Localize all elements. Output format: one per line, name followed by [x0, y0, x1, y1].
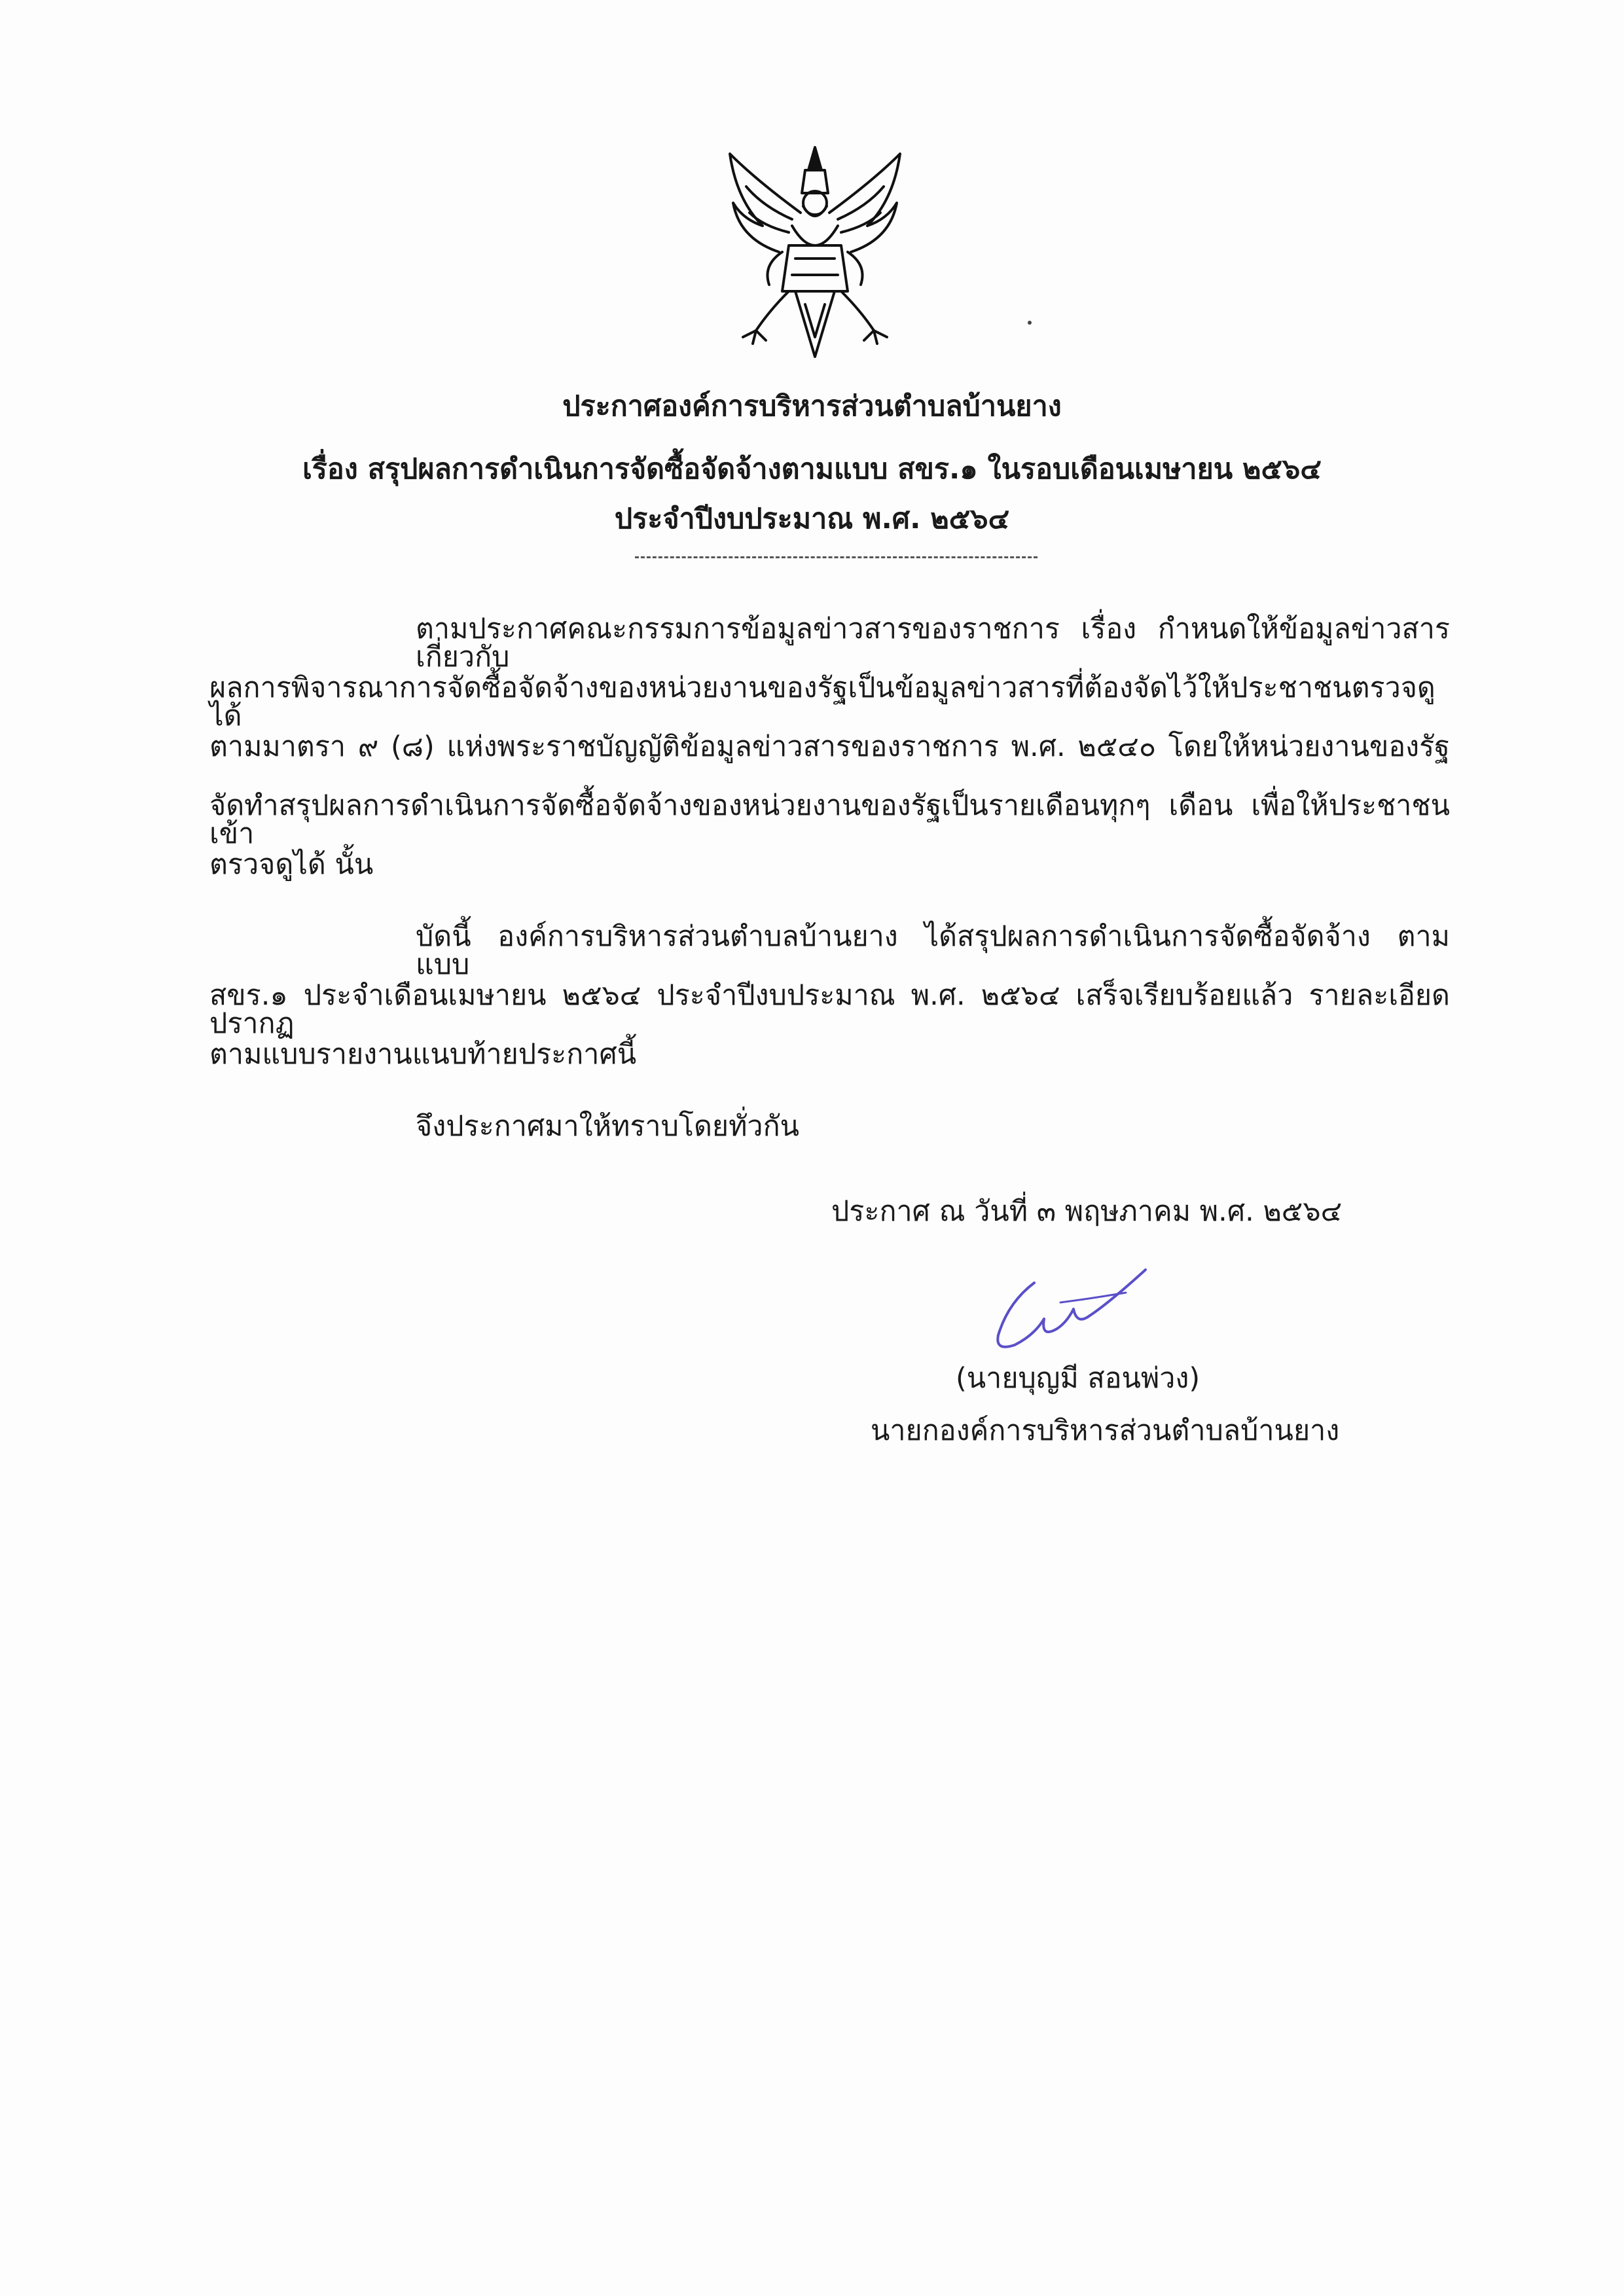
- paragraph-1-line-5: ตรวจดูได้ นั้น: [209, 848, 374, 881]
- paragraph-1-line-3: ตามมาตรา ๙ (๘) แห่งพระราชบัญญัติข้อมูลข่าวสารของราชการ พ.ศ. ๒๕๔๐ โดยให้หน่วยงานของรัฐ: [209, 730, 1450, 763]
- signer-name: (นายบุญมี สอนพ่วง): [956, 1362, 1200, 1395]
- speck: [1028, 321, 1032, 325]
- signer-position: นายกองค์การบริหารส่วนตำบลบ้านยาง: [871, 1414, 1340, 1447]
- paragraph-2-line-3: ตามแบบรายงานแนบท้ายประกาศนี้: [209, 1038, 637, 1071]
- closing-statement: จึงประกาศมาให้ทราบโดยทั่วกัน: [416, 1110, 800, 1143]
- garuda-emblem-icon: [717, 141, 913, 363]
- paragraph-1-line-4: จัดทำสรุปผลการดำเนินการจัดซื้อจัดจ้างของหน่วยงานของรัฐเป็นรายเดือนทุกๆ เดือน เพื่อให้ประชาชนเข้า: [209, 789, 1450, 850]
- announcement-subject: เรื่อง สรุปผลการดำเนินการจัดซื้อจัดจ้างตามแบบ สขร.๑ ในรอบเดือนเมษายน ๒๕๖๔: [302, 453, 1322, 486]
- paragraph-2-line-1: บัดนี้ องค์การบริหารส่วนตำบลบ้านยาง ได้สรุปผลการดำเนินการจัดซื้อจัดจ้าง ตามแบบ: [416, 920, 1450, 981]
- paragraph-2-line-2: สขร.๑ ประจำเดือนเมษายน ๒๕๖๔ ประจำปีงบประมาณ พ.ศ. ๒๕๖๔ เสร็จเรียบร้อยแล้ว รายละเอียดปรากฏ: [209, 979, 1450, 1040]
- paragraph-1-line-2: ผลการพิจารณาการจัดซื้อจัดจ้างของหน่วยงานของรัฐเป็นข้อมูลข่าวสารที่ต้องจัดไว้ให้ประชาชนตรวจดูได้: [209, 672, 1435, 732]
- title-divider: [635, 556, 1038, 558]
- announcement-fiscal-year: ประจำปีงบประมาณ พ.ศ. ๒๕๖๔: [614, 503, 1010, 535]
- signature-mark: [995, 1263, 1152, 1361]
- paragraph-1-line-1: ตามประกาศคณะกรรมการข้อมูลข่าวสารของราชการ เรื่อง กำหนดให้ข้อมูลข่าวสารเกี่ยวกับ: [416, 613, 1450, 673]
- announcement-date: ประกาศ ณ วันที่ ๓ พฤษภาคม พ.ศ. ๒๕๖๔: [831, 1195, 1343, 1228]
- announcement-title: ประกาศองค์การบริหารส่วนตำบลบ้านยาง: [562, 390, 1062, 423]
